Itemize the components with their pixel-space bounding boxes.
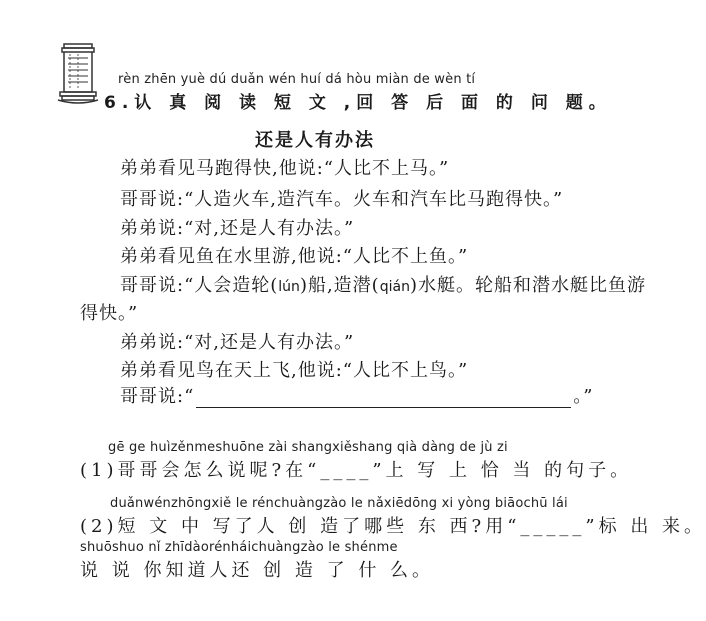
pinyin-qian: qián [379,279,410,295]
question-pinyin: rèn zhēn yuè dú duǎn wén huí dá hòu miàn de wèn tí [118,72,476,87]
subq-1-pinyin: gē ge huìzěnmeshuōne zài shangxiěshang qià dàng de jù zi [108,440,508,455]
subq-2-pinyin: duǎnwénzhōngxiě le rénchuàngzào le nǎxiēdōng xi yòng biāochū lái [110,496,568,511]
story-line-3: 弟弟说:“对,还是人有办法。” [120,218,355,239]
story-line-5-part-a: 哥哥说:“人会造轮( [120,275,279,296]
story-title: 还是人有办法 [255,130,375,151]
subq-3-text: 说 说 你知道人还 创 造 了 什 么。 [80,560,435,581]
story-line-9 [120,382,593,408]
subq-2-text: (2)短 文 中 写了人 创 造了哪些 东 西?用“_____”标 出 来。 [80,516,706,537]
question-title: 6.认 真 阅 读 短 文 ,回 答 后 面 的 问 题。 [104,93,612,113]
story-line-4: 弟弟看见鱼在水里游,他说:“人比不上鱼。” [120,246,469,267]
answer-blank-line[interactable] [196,389,571,408]
story-line-8: 弟弟看见鸟在天上飞,他说:“人比不上鸟。” [120,360,469,381]
story-line-2: 哥哥说:“人造火车,造汽车。火车和汽车比马跑得快。” [120,189,564,210]
story-line-5 [120,271,646,297]
story-line-5-part-c: )水艇。轮船和潜水艇比鱼游 [409,275,646,296]
story-line-9-suffix: 。” [573,386,594,407]
story-line-1: 弟弟看见马跑得快,他说:“人比不上马。” [120,158,450,179]
subq-1-text: (1)哥哥会怎么说呢?在“____”上 写 上 恰 当 的句子。 [80,460,633,481]
story-line-5-part-b: )船,造潜( [299,275,380,296]
pinyin-lun: lún [278,279,300,295]
story-line-9-prefix: 哥哥说:“ [120,386,195,407]
subq-3-pinyin: shuōshuo nǐ zhīdàorénháichuàngzào le shénme [80,540,398,555]
scroll-icon [56,40,100,106]
story-line-6: 得快。” [80,303,139,324]
story-line-7: 弟弟说:“对,还是人有办法。” [120,332,355,353]
